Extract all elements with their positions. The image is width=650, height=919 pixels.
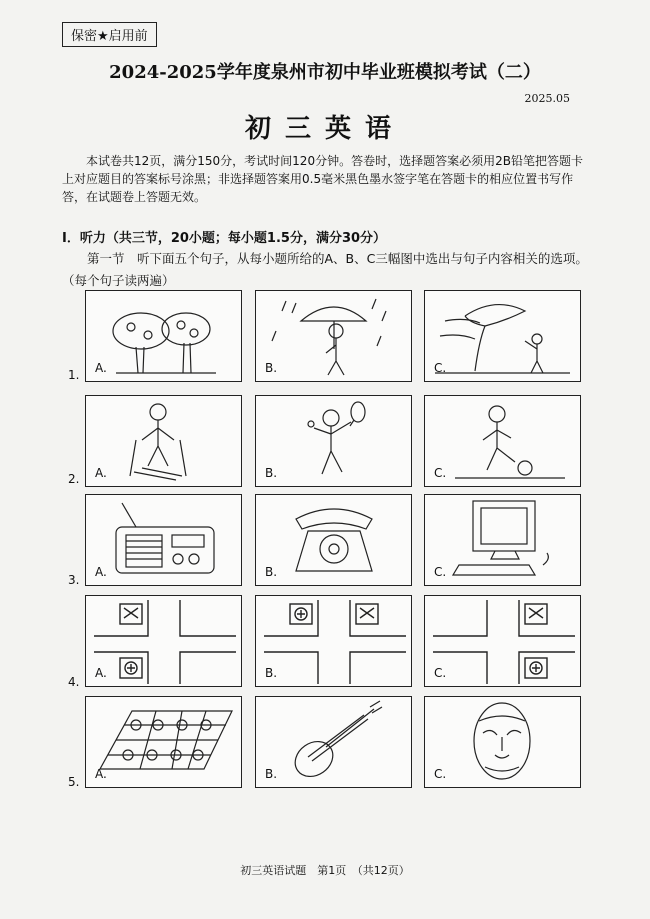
skiing-icon <box>86 396 240 485</box>
option-box[interactable] <box>255 395 412 487</box>
option-label: B. <box>265 361 278 375</box>
option-label: A. <box>95 466 107 480</box>
option-box[interactable] <box>85 290 242 382</box>
map-post-office-hospital-icon <box>86 596 240 685</box>
option-label: C. <box>434 767 447 781</box>
question-number: 3. <box>68 573 80 587</box>
opera-mask-icon <box>425 697 579 786</box>
question-number: 4. <box>68 675 80 689</box>
section-instruction: 第一节 听下面五个句子，从每小题所给的A、B、C三幅图中选出与句子内容相关的选项。（每个句子读两遍） <box>62 251 588 288</box>
option-label: A. <box>95 666 107 680</box>
chess-board-icon <box>86 697 240 786</box>
option-label: B. <box>265 767 278 781</box>
option-label: C. <box>434 666 447 680</box>
computer-icon <box>425 495 579 584</box>
option-box[interactable] <box>85 395 242 487</box>
option-box[interactable] <box>85 595 242 687</box>
option-box[interactable] <box>255 595 412 687</box>
option-label: B. <box>265 466 278 480</box>
option-box[interactable] <box>255 290 412 382</box>
option-box[interactable] <box>424 395 581 487</box>
map-post-office-right-icon <box>425 596 579 685</box>
option-label: A. <box>95 361 107 375</box>
subject-title: 初三英语 <box>244 114 405 144</box>
option-label: C. <box>434 361 447 375</box>
rain-umbrella-icon <box>256 291 410 380</box>
map-hospital-post-office-icon <box>256 596 410 685</box>
radio-icon <box>86 495 240 584</box>
option-label: C. <box>434 565 447 579</box>
question-number: 1. <box>68 368 80 382</box>
option-box[interactable] <box>424 290 581 382</box>
telephone-icon <box>256 495 410 584</box>
section-heading: Ⅰ．听力（共三节，20小题；每小题1.5分，满分30分） <box>62 231 387 246</box>
option-box[interactable] <box>255 696 412 788</box>
exam-date: 2025.05 <box>524 92 570 105</box>
option-label: A. <box>95 767 107 781</box>
option-box[interactable] <box>255 494 412 586</box>
option-box[interactable] <box>85 696 242 788</box>
option-label: C. <box>434 466 447 480</box>
option-box[interactable] <box>424 696 581 788</box>
question-number: 2. <box>68 472 80 486</box>
trees-icon <box>86 291 240 380</box>
tennis-icon <box>256 396 410 485</box>
pipa-icon <box>256 697 410 786</box>
windy-tree-icon <box>425 291 579 380</box>
question-number: 5. <box>68 775 80 789</box>
option-box[interactable] <box>424 494 581 586</box>
exam-notice: 本试卷共12页，满分150分，考试时间120分钟。答卷时，选择题答案必须用2B铅笔把答题卡上对应题目的答案标号涂黑；非选择题答案用0.5毫米黑色墨水签字笔在答题卡的相应位置书写作答，在试题卷上答题无效。 <box>62 154 583 204</box>
page-footer: 初三英语试题 第1页 （共12页） <box>240 864 410 877</box>
soccer-icon <box>425 396 579 485</box>
option-label: A. <box>95 565 107 579</box>
option-label: B. <box>265 666 278 680</box>
option-box[interactable] <box>85 494 242 586</box>
option-box[interactable] <box>424 595 581 687</box>
secret-label: 保密★启用前 <box>62 22 157 47</box>
option-label: B. <box>265 565 278 579</box>
exam-title: 2024-2025学年度泉州市初中毕业班模拟考试（二） <box>109 62 541 83</box>
